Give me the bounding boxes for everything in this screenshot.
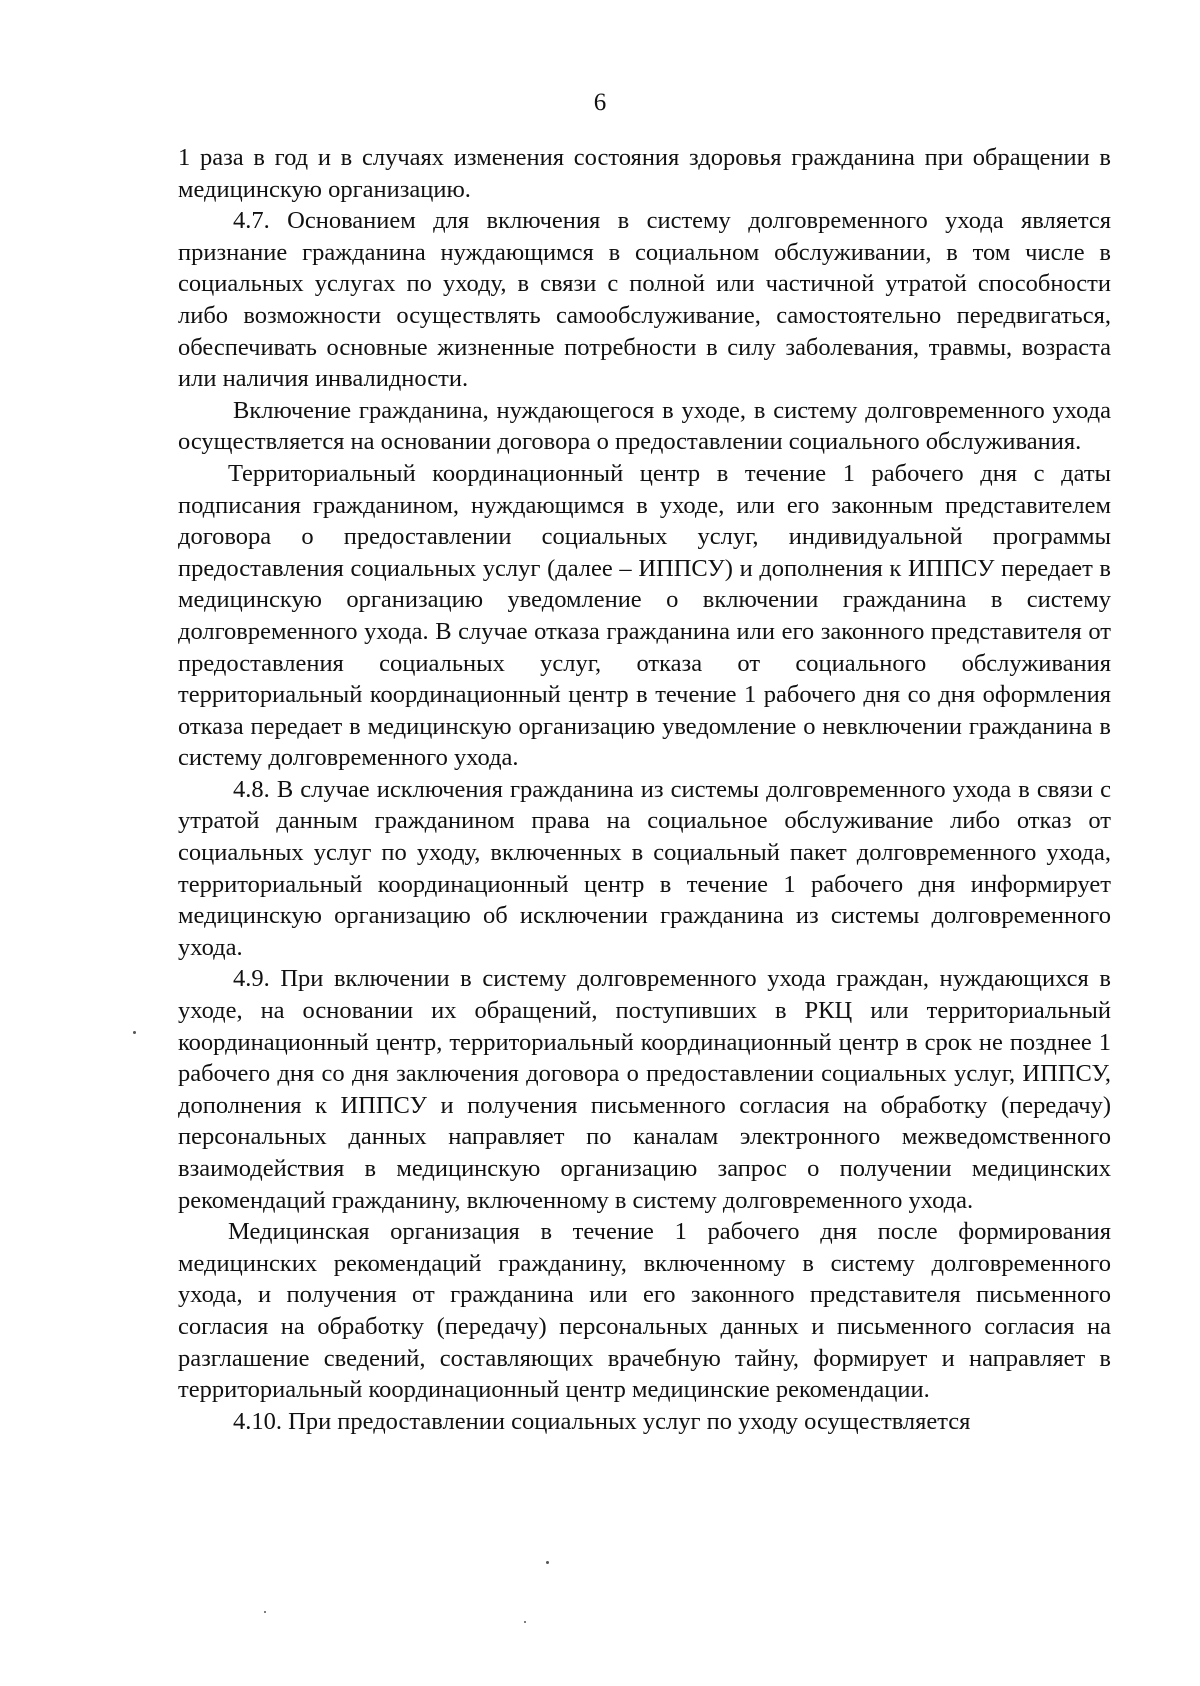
scan-speck bbox=[133, 1031, 136, 1034]
page-number: 6 bbox=[593, 89, 607, 116]
scan-speck bbox=[264, 1611, 266, 1613]
paragraph-continuation: 1 раза в год и в случаях изменения состояния здоровья гражданина при обращении в медицинскую организацию. bbox=[178, 144, 1111, 203]
document-body bbox=[178, 142, 1111, 1437]
paragraph-territorial-center: Территориальный координационный центр в течение 1 рабочего дня с даты подписания гражданином, нуждающимся в уходе, или его законным представителем договора о предоставлении социальных услуг, индивидуальной программы предоставления социальных услуг (далее – ИППСУ) и дополнения к ИППСУ передает в медицинскую организацию уведомление о включении гражданина в систему долговременного ухода. В случае отказа гражданина или его законного представителя от предоставления социальных услуг, отказа от социального обслуживания территориальный координационный центр в течение 1 рабочего дня со дня оформления отказа передает в медицинскую организацию уведомление о невключении гражданина в систему долговременного ухода. bbox=[178, 459, 1111, 772]
paragraph-inclusion: Включение гражданина, нуждающегося в уходе, в систему долговременного ухода осуществляется на основании договора о предоставлении социального обслуживания. bbox=[178, 396, 1111, 456]
paragraph-4-7: 4.7. Основанием для включения в систему долговременного ухода является признание гражданина нуждающимся в социальном обслуживании, в том числе в социальных услугах по уходу, в связи с полной или частичной утратой способности либо возможности осуществлять самообслуживание, самостоятельно передвигаться, обеспечивать основные жизненные потребности в силу заболевания, травмы, возраста или наличия инвалидности. bbox=[178, 207, 1111, 393]
paragraph-4-9: 4.9. При включении в систему долговременного ухода граждан, нуждающихся в уходе, на основании их обращений, поступивших в РКЦ или территориальный координационный центр, территориальный координационный центр в срок не позднее 1 рабочего дня со дня заключения договора о предоставлении социальных услуг, ИППСУ, дополнения к ИППСУ и получения письменного согласия на обработку (передачу) персональных данных направляет по каналам электронного межведомственного взаимодействия в медицинскую организацию запрос о получении медицинских рекомендаций гражданину, включенному в систему долговременного ухода. bbox=[178, 965, 1111, 1214]
paragraph-4-10: 4.10. При предоставлении социальных услуг по уходу осуществляется bbox=[233, 1407, 971, 1435]
scan-speck bbox=[524, 1621, 526, 1623]
paragraph-medical-organization: Медицинская организация в течение 1 рабочего дня после формирования медицинских рекомендаций гражданину, включенному в систему долговременного ухода, и получения от гражданина или его законного представителя письменного согласия на обработку (передачу) персональных данных и письменного согласия на разглашение сведений, составляющих врачебную тайну, формирует и направляет в территориальный координационный центр медицинские рекомендации. bbox=[178, 1218, 1111, 1404]
paragraph-4-8: 4.8. В случае исключения гражданина из системы долговременного ухода в связи с утратой данным гражданином права на социальное обслуживание либо отказ от социальных услуг по уходу, включенных в социальный пакет долговременного ухода, территориальный координационный центр в течение 1 рабочего дня информирует медицинскую организацию об исключении гражданина из системы долговременного ухода. bbox=[178, 775, 1111, 961]
scan-speck bbox=[546, 1561, 549, 1564]
